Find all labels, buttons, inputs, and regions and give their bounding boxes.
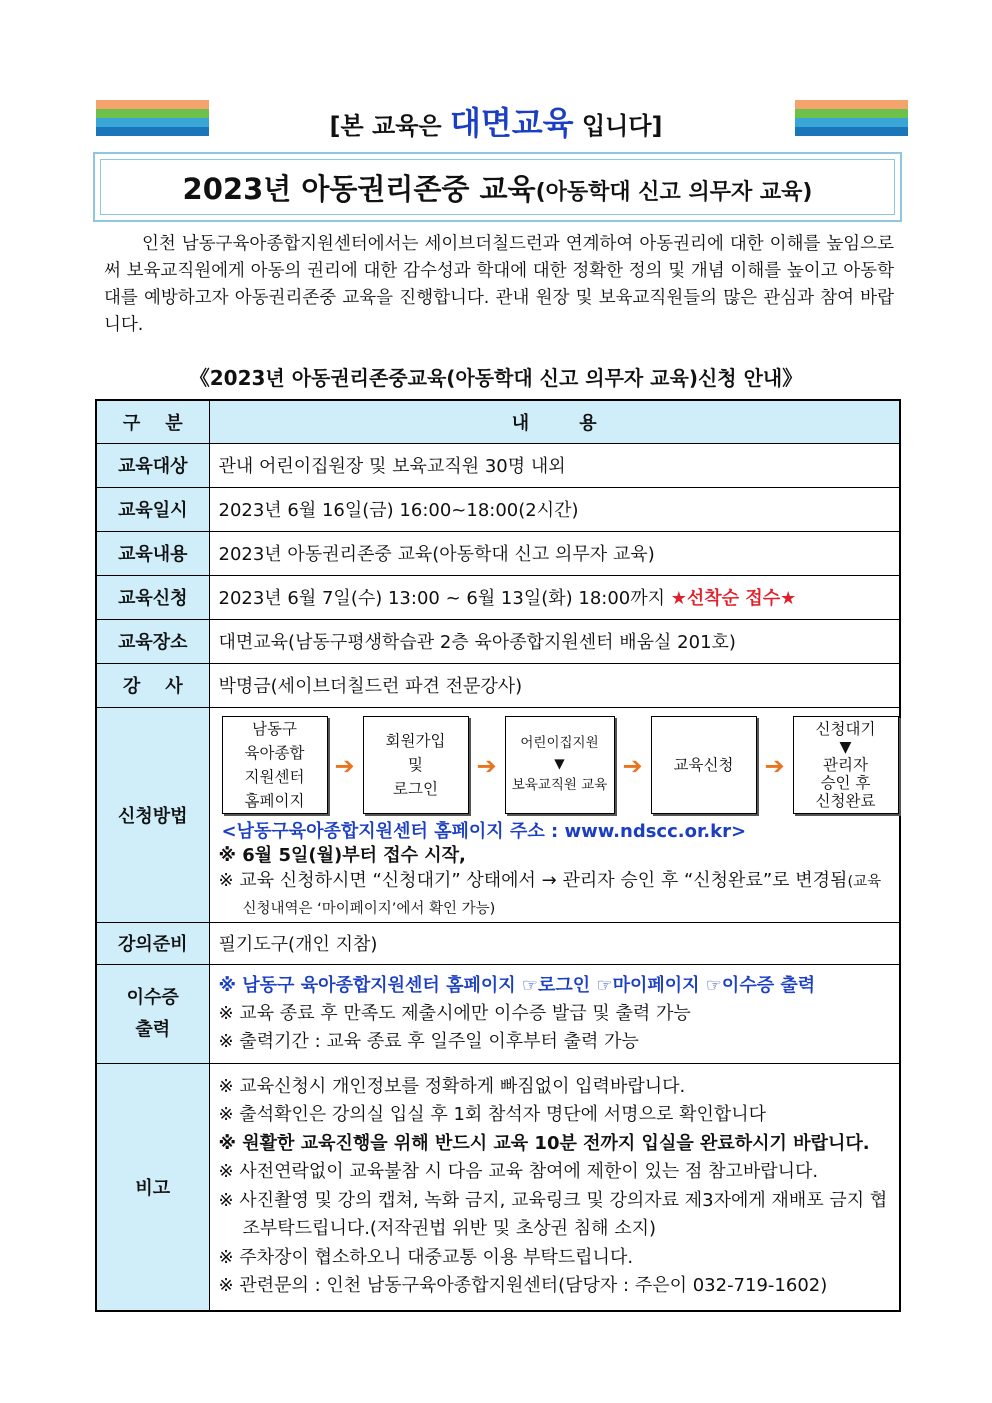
intro-paragraph: 인천 남동구육아종합지원센터에서는 세이브더칠드런과 연계하여 아동권리에 대한 이해를 높임으로써 보육교직원에게 아동의 권리에 대한 감수성과 학대에 대한 정확한 정의 및 개념 이해를 높이고 아동학대를 예방하고자 아동권리존중 교육을 진행합니다. 관내 원장 및 보육교직원들의 많은 관심과 참여 바랍니다.: [104, 234, 894, 335]
flow-arrow-icon: ➔: [764, 751, 785, 780]
remark-note: ※ 출석확인은 강의실 입실 후 1회 참석자 명단에 서명으로 확인합니다: [218, 1104, 767, 1126]
first-come-badge: ★선착순 접수★: [670, 588, 797, 609]
row-place: 교육장소 대면교육(남동구평생학습관 2층 육아종합지원센터 배움실 201호): [96, 619, 900, 663]
page-title: 2023년 아동권리존중 교육: [182, 172, 536, 206]
remark-note: ※ 사전연락없이 교육불참 시 다음 교육 참여에 제한이 있는 점 참고바랍니다.: [218, 1161, 819, 1183]
notice-highlight: 대면교육: [449, 104, 574, 142]
flow-step-signup: 회원가입 및 로그인: [363, 716, 469, 814]
status-note: ※ 교육 신청하시면 “신청대기” 상태에서 → 관리자 승인 후 “신청완료”로 변경됨(교육 신청내역은 ‘마이페이지’에서 확인 가능): [218, 869, 882, 917]
row-apply-period: 교육신청 2023년 6월 7일(수) 13:00 ~ 6월 13일(화) 18:00까지 ★선착순 접수★: [96, 575, 900, 619]
open-date-note: ※ 6월 5일(월)부터 접수 시작,: [218, 844, 466, 866]
cert-line-1: ※ 남동구 육아종합지원센터 홈페이지 ☞로그인 ☞마이페이지 ☞이수증 출력: [218, 974, 816, 996]
remark-note: ※ 원활한 교육진행을 위해 반드시 교육 10분 전까지 입실을 완료하시기 바랍니다.: [218, 1132, 870, 1154]
flow-step-apply: 교육신청: [651, 716, 757, 814]
table-header: 구 분 내 용: [96, 400, 900, 443]
flow-step-menu: 어린이집지원 ▼ 보육교직원 교육: [505, 716, 615, 814]
flow-step-approval: 신청대기 ▼ 관리자 승인 후 신청완료: [793, 716, 899, 814]
row-prep: 강의준비 필기도구(개인 지참): [96, 922, 900, 964]
guide-title: 《2023년 아동권리존중교육(아동학대 신고 의무자 교육)신청 안내》: [189, 366, 803, 390]
row-instructor: 강 사 박명금(세이브더칠드런 파견 전문강사): [96, 663, 900, 707]
row-date: 교육일시 2023년 6월 16일(금) 16:00~18:00(2시간): [96, 487, 900, 531]
application-flow: [219, 708, 900, 820]
row-method: 신청방법 남동구 육아종합 지원센터 홈페이지 ➔ 회원가입 및 로그인 ➔ 어린이집지원 ▼ 보육교직원 교육 ➔ 교육신청 ➔ 신청대기 ▼ 관리자 승인 후 신청완료 <남동구육아종합지원센터 홈페이지 주소 : www.ndscc.or.kr> ※ 6월 5일(월)부터 접수 시작, ※ 교육 신청하시면 “신청대기” 상태에서 → 관리자 승인 후 “신청완료”로 변경됨(교육 신청내역은 ‘마이페이지’에서 확인 가능): [96, 707, 900, 922]
row-certificate: 이수증 출력 ※ 남동구 육아종합지원센터 홈페이지 ☞로그인 ☞마이페이지 ☞이수증 출력 ※ 교육 종료 후 만족도 제출시에만 이수증 발급 및 출력 가능 ※ 출력기간 : 교육 종료 후 일주일 이후부터 출력 가능: [96, 964, 900, 1063]
flow-arrow-icon: ➔: [334, 751, 355, 780]
info-table: [95, 399, 901, 1312]
remark-note: ※ 사진촬영 및 강의 캡쳐, 녹화 금지, 교육링크 및 강의자료 제3자에게 재배포 금지 협조부탁드립니다.(저작권법 위반 및 초상권 침해 소지): [218, 1189, 888, 1240]
remark-note: ※ 관련문의 : 인천 남동구육아종합지원센터(담당자 : 주은이 032-719-1602): [218, 1275, 828, 1297]
remark-note: ※ 교육신청시 개인정보를 정확하게 빠짐없이 입력바랍니다.: [218, 1075, 686, 1097]
homepage-url: <남동구육아종합지원센터 홈페이지 주소 : www.ndscc.or.kr>: [221, 820, 747, 842]
in-person-notice: [본 교육은 대면교육 입니다]: [329, 104, 663, 142]
remark-note: ※ 주차장이 협소하오니 대중교통 이용 부탁드립니다.: [218, 1246, 634, 1268]
row-target: 교육대상 관내 어린이집원장 및 보육교직원 30명 내외: [96, 443, 900, 487]
flow-step-homepage: 남동구 육아종합 지원센터 홈페이지: [222, 716, 328, 814]
row-remarks: 비고 ※ 교육신청시 개인정보를 정확하게 빠짐없이 입력바랍니다. ※ 출석확인은 강의실 입실 후 1회 참석자 명단에 서명으로 확인합니다 ※ 원활한 교육진행을 위해 반드시 교육 10분 전까지 입실을 완료하시기 바랍니다. ※ 사전연락없이 교육불참 시 다음 교육 참여에 제한이 있는 점 참고바랍니다. ※ 사진촬영 및 강의 캡쳐, 녹화 금지, 교육링크 및 강의자료 제3자에게 재배포 금지 협조부탁드립니다.(저작권법 위반 및 초상권 침해 소지) ※ 주차장이 협소하오니 대중교통 이용 부탁드립니다. ※ 관련문의 : 인천 남동구육아종합지원센터(담당자 : 주은이 032-719-1602): [96, 1063, 900, 1311]
row-content: 교육내용 2023년 아동권리존중 교육(아동학대 신고 의무자 교육): [96, 531, 900, 575]
page-subtitle: (아동학대 신고 의무자 교육): [535, 180, 813, 205]
title-box: [93, 152, 902, 222]
cert-line-3: ※ 출력기간 : 교육 종료 후 일주일 이후부터 출력 가능: [218, 1030, 639, 1052]
cert-line-2: ※ 교육 종료 후 만족도 제출시에만 이수증 발급 및 출력 가능: [218, 1002, 691, 1024]
flow-arrow-icon: ➔: [622, 751, 643, 780]
flow-arrow-icon: ➔: [476, 751, 497, 780]
